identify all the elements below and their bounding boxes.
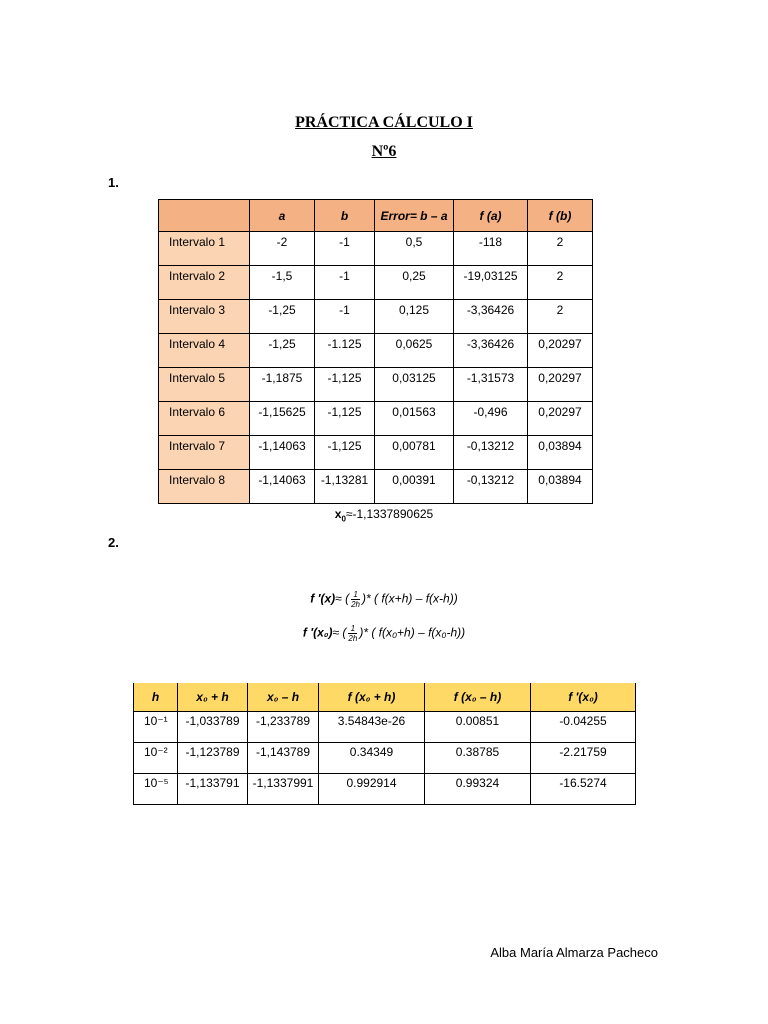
table-cell: 0,5 [375,232,454,266]
table-cell: -0,496 [454,402,528,436]
row-header: Intervalo 5 [159,368,250,402]
table-cell: -1,233789 [248,712,319,743]
table-cell: -1,31573 [454,368,528,402]
table-row [134,743,636,774]
table-row [159,334,593,368]
row-header: Intervalo 4 [159,334,250,368]
table-cell: -0,13212 [454,470,528,504]
step-size-cell: 10⁻¹ [134,712,178,743]
fraction: $\frac{1}{2h}$ [348,624,358,643]
table-cell: 0,20297 [528,334,593,368]
table-cell: -0.04255 [531,712,636,743]
table-cell: 0,0625 [375,334,454,368]
table-cell: 2 [528,232,593,266]
author-name: Alba María Almarza Pacheco [490,945,658,960]
table-row [159,232,593,266]
table-cell: -1,133791 [178,774,248,805]
row-header: Intervalo 1 [159,232,250,266]
table-cell: -0,13212 [454,436,528,470]
table-cell: -1,123789 [178,743,248,774]
table-cell: 0,125 [375,300,454,334]
root-value: -1,1337890625 [352,507,434,521]
column-header: f (a) [454,200,528,232]
table-row [159,266,593,300]
table-cell: -3,36426 [454,334,528,368]
derivative-formula: f ′(x)≈ ( $\frac{1}{2h}$ )* ( f(x+h) – f(x-h)) [310,590,458,609]
table-cell: -1,125 [315,402,375,436]
row-header: Intervalo 3 [159,300,250,334]
formula-lhs: f ′(x₀) [302,625,333,640]
root-approximation [0,507,768,523]
derivative-table [133,683,636,805]
table-cell: 2 [528,300,593,334]
table-cell: -1,14063 [250,436,315,470]
table-row [159,402,593,436]
fraction: $\frac{1}{2h}$ [351,590,361,609]
table-header-row [134,683,636,712]
table-cell: -1,033789 [178,712,248,743]
row-header: Intervalo 7 [159,436,250,470]
table-row [134,774,636,805]
table-cell: 2 [528,266,593,300]
table-cell: 0,01563 [375,402,454,436]
table-cell: -1 [315,266,375,300]
table-cell: 0,03894 [528,470,593,504]
column-header: f (b) [528,200,593,232]
column-header: f (x₀ – h) [425,683,531,712]
table-cell: -1 [315,300,375,334]
table-row [134,712,636,743]
table-cell: 0,20297 [528,402,593,436]
table-cell: -2 [250,232,315,266]
table-cell: -1,1875 [250,368,315,402]
row-header: Intervalo 6 [159,402,250,436]
table-cell: 0,03894 [528,436,593,470]
step-size-cell: 10⁻⁵ [134,774,178,805]
row-header: Intervalo 2 [159,266,250,300]
table-cell: 0.992914 [319,774,425,805]
table-row [159,470,593,504]
approx-sign: ≈ [332,625,340,640]
column-header: a [250,200,315,232]
table-row [159,300,593,334]
table-cell: 0.99324 [425,774,531,805]
column-header: x₀ + h [178,683,248,712]
approx-sign: ≈ [345,507,353,521]
table-cell: -2.21759 [531,743,636,774]
table-row [159,436,593,470]
table-cell: -16.5274 [531,774,636,805]
table-cell: -1,5 [250,266,315,300]
table-cell: 0,25 [375,266,454,300]
formula-rhs: * ( f(x₀+h) – f(x₀-h)) [363,625,466,640]
table-row [159,368,593,402]
table-cell: 0,20297 [528,368,593,402]
table-cell: 0,00391 [375,470,454,504]
table-cell: -1,125 [315,368,375,402]
table-cell: -19,03125 [454,266,528,300]
approx-sign: ≈ [335,591,342,606]
table-cell: -118 [454,232,528,266]
column-header: h [134,683,178,712]
table-cell: -1,125 [315,436,375,470]
column-header: Error= b – a [375,200,454,232]
column-header: f (x₀ + h) [319,683,425,712]
table-header-row [159,200,593,232]
table-cell: 0.38785 [425,743,531,774]
table-cell: -1,25 [250,334,315,368]
table-cell: -3,36426 [454,300,528,334]
section-1-number: 1. [108,175,119,190]
section-2-number: 2. [108,535,119,550]
column-header: x₀ – h [248,683,319,712]
row-header: Intervalo 8 [159,470,250,504]
root-symbol: $x_0$ [334,507,346,524]
derivative-formula-x0: f ′(x₀)≈ ( $\frac{1}{2h}$ )* ( f(x₀+h) – f(x₀-h)) [302,624,466,643]
table-cell: -1,14063 [250,470,315,504]
step-size-cell: 10⁻² [134,743,178,774]
table-cell: -1,25 [250,300,315,334]
table-cell: -1,143789 [248,743,319,774]
table-cell: -1,15625 [250,402,315,436]
bisection-table [158,199,593,504]
table-cell: -1.125 [315,334,375,368]
table-cell: -1 [315,232,375,266]
page-title: PRÁCTICA CÁLCULO I [295,114,473,131]
table-corner-cell [159,200,250,232]
table-cell: 0.00851 [425,712,531,743]
table-cell: -1,13281 [315,470,375,504]
formula-rhs: * ( f(x+h) – f(x-h)) [366,591,458,606]
formula-lhs: f ′(x) [310,591,336,606]
column-header: b [315,200,375,232]
table-cell: -1,1337991 [248,774,319,805]
page-subtitle: Nº6 [371,143,397,160]
table-cell: 0,00781 [375,436,454,470]
table-cell: 0,03125 [375,368,454,402]
table-cell: 0.34349 [319,743,425,774]
table-cell: 3.54843e-26 [319,712,425,743]
column-header: f ′(x₀) [531,683,636,712]
